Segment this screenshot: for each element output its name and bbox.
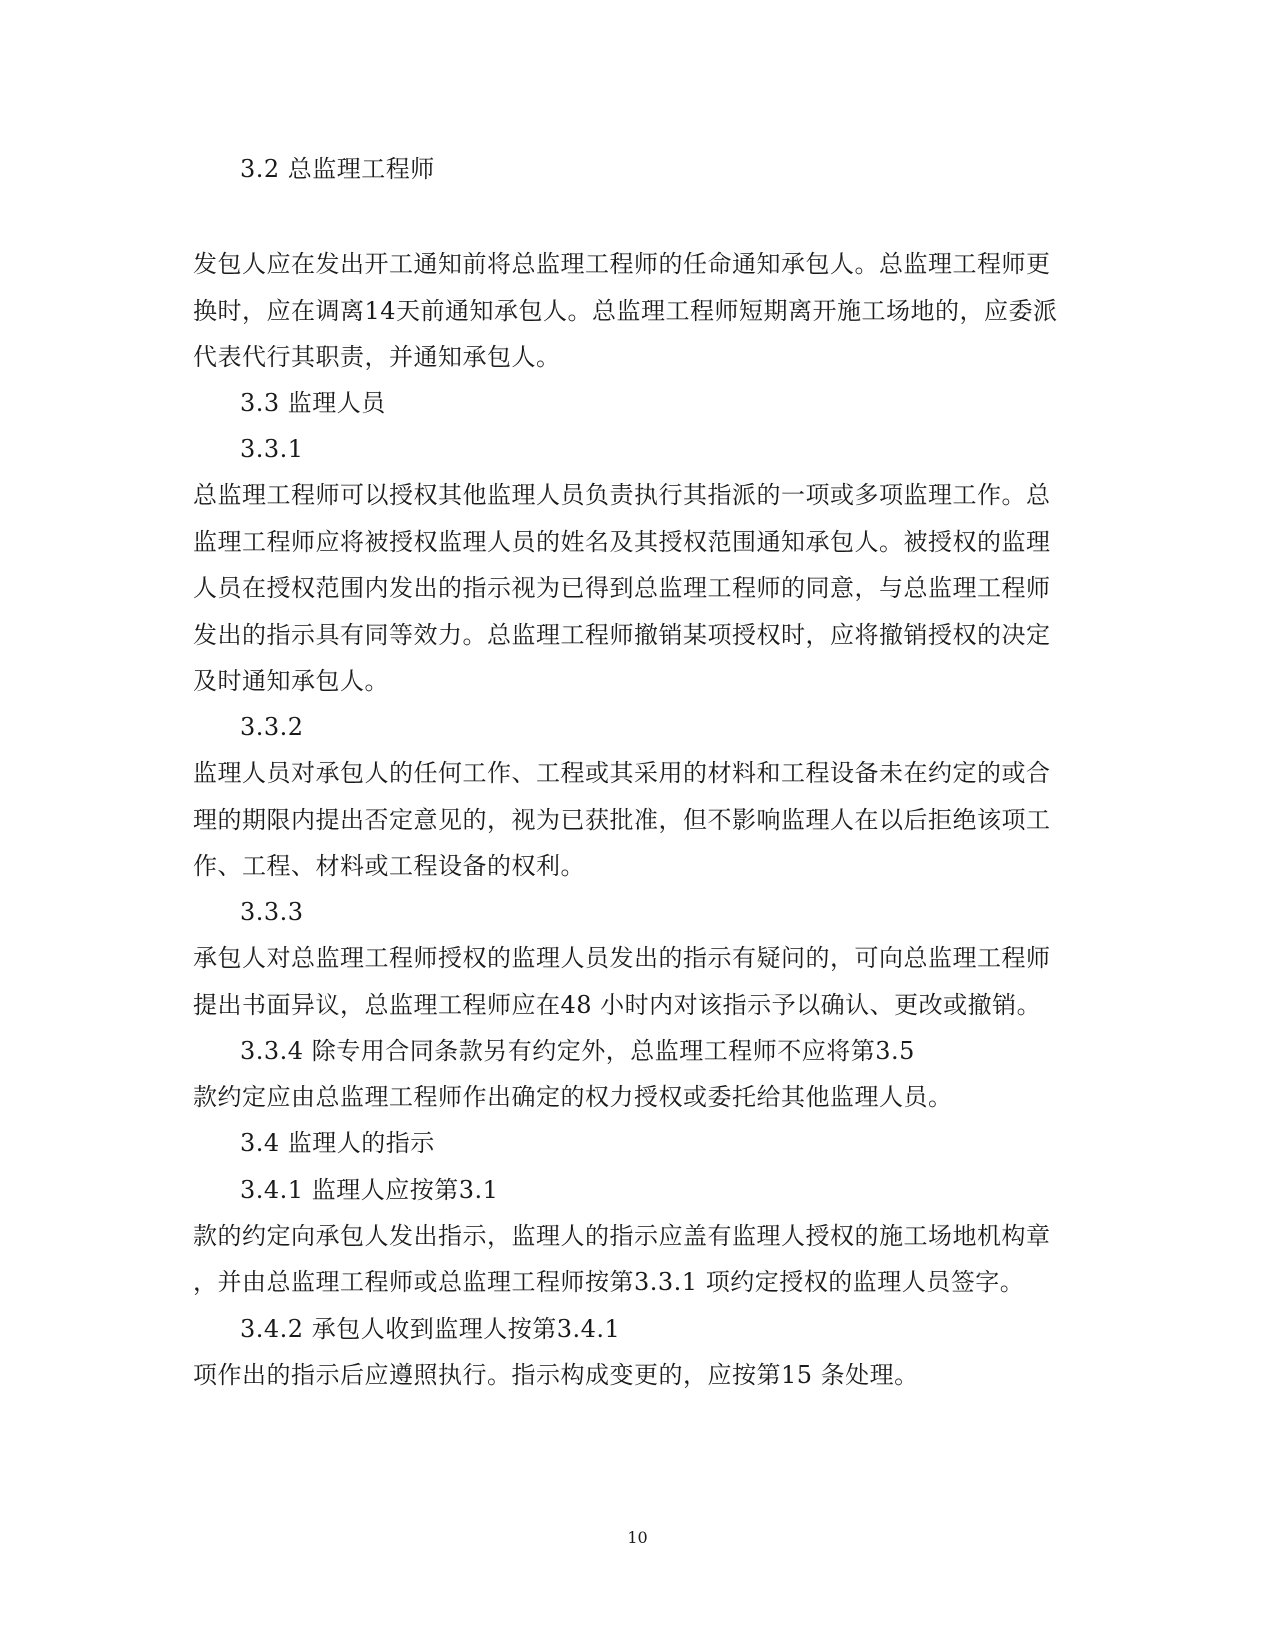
clause-heading-3-4-1: 3.4.1 监理人应按第3.1 xyxy=(240,1176,499,1204)
paragraph-line: 作、工程、材料或工程设备的权利。 xyxy=(193,852,585,880)
paragraph-line: 款的约定向承包人发出指示，监理人的指示应盖有监理人授权的施工场地机构章 xyxy=(193,1222,1051,1250)
section-heading-3-2: 3.2 总监理工程师 xyxy=(240,155,435,183)
paragraph-line: 监理工程师应将被授权监理人员的姓名及其授权范围通知承包人。被授权的监理 xyxy=(193,528,1051,556)
paragraph-line: 理的期限内提出否定意见的，视为已获批准，但不影响监理人在以后拒绝该项工 xyxy=(193,806,1051,834)
paragraph-line: 代表代行其职责，并通知承包人。 xyxy=(193,343,561,371)
paragraph-line: 及时通知承包人。 xyxy=(193,667,389,695)
clause-heading-3-3-4: 3.3.4 除专用合同条款另有约定外，总监理工程师不应将第3.5 xyxy=(240,1037,915,1065)
paragraph-line: 换时，应在调离14天前通知承包人。总监理工程师短期离开施工场地的，应委派 xyxy=(193,297,1058,325)
paragraph-line: 款约定应由总监理工程师作出确定的权力授权或委托给其他监理人员。 xyxy=(193,1083,953,1111)
paragraph-line: 人员在授权范围内发出的指示视为已得到总监理工程师的同意，与总监理工程师 xyxy=(193,574,1051,602)
paragraph-line: 发出的指示具有同等效力。总监理工程师撤销某项授权时，应将撤销授权的决定 xyxy=(193,621,1051,649)
paragraph-line: 提出书面异议，总监理工程师应在48 小时内对该指示予以确认、更改或撤销。 xyxy=(193,991,1042,1019)
clause-heading-3-3-2: 3.3.2 xyxy=(240,713,304,741)
paragraph-line: 总监理工程师可以授权其他监理人员负责执行其指派的一项或多项监理工作。总 xyxy=(193,481,1051,509)
paragraph-line: 监理人员对承包人的任何工作、工程或其采用的材料和工程设备未在约定的或合 xyxy=(193,759,1051,787)
paragraph-line: ，并由总监理工程师或总监理工程师按第3.3.1 项约定授权的监理人员签字。 xyxy=(193,1268,1025,1296)
paragraph-line: 项作出的指示后应遵照执行。指示构成变更的，应按第15 条处理。 xyxy=(193,1361,919,1389)
paragraph-line: 发包人应在发出开工通知前将总监理工程师的任命通知承包人。总监理工程师更 xyxy=(193,250,1051,278)
section-heading-3-4: 3.4 监理人的指示 xyxy=(240,1129,435,1157)
clause-heading-3-4-2: 3.4.2 承包人收到监理人按第3.4.1 xyxy=(240,1315,621,1343)
clause-heading-3-3-3: 3.3.3 xyxy=(240,898,304,926)
page-number: 10 xyxy=(627,1528,648,1547)
clause-heading-3-3-1: 3.3.1 xyxy=(240,435,304,463)
paragraph-line: 承包人对总监理工程师授权的监理人员发出的指示有疑问的，可向总监理工程师 xyxy=(193,944,1051,972)
section-heading-3-3: 3.3 监理人员 xyxy=(240,389,386,417)
